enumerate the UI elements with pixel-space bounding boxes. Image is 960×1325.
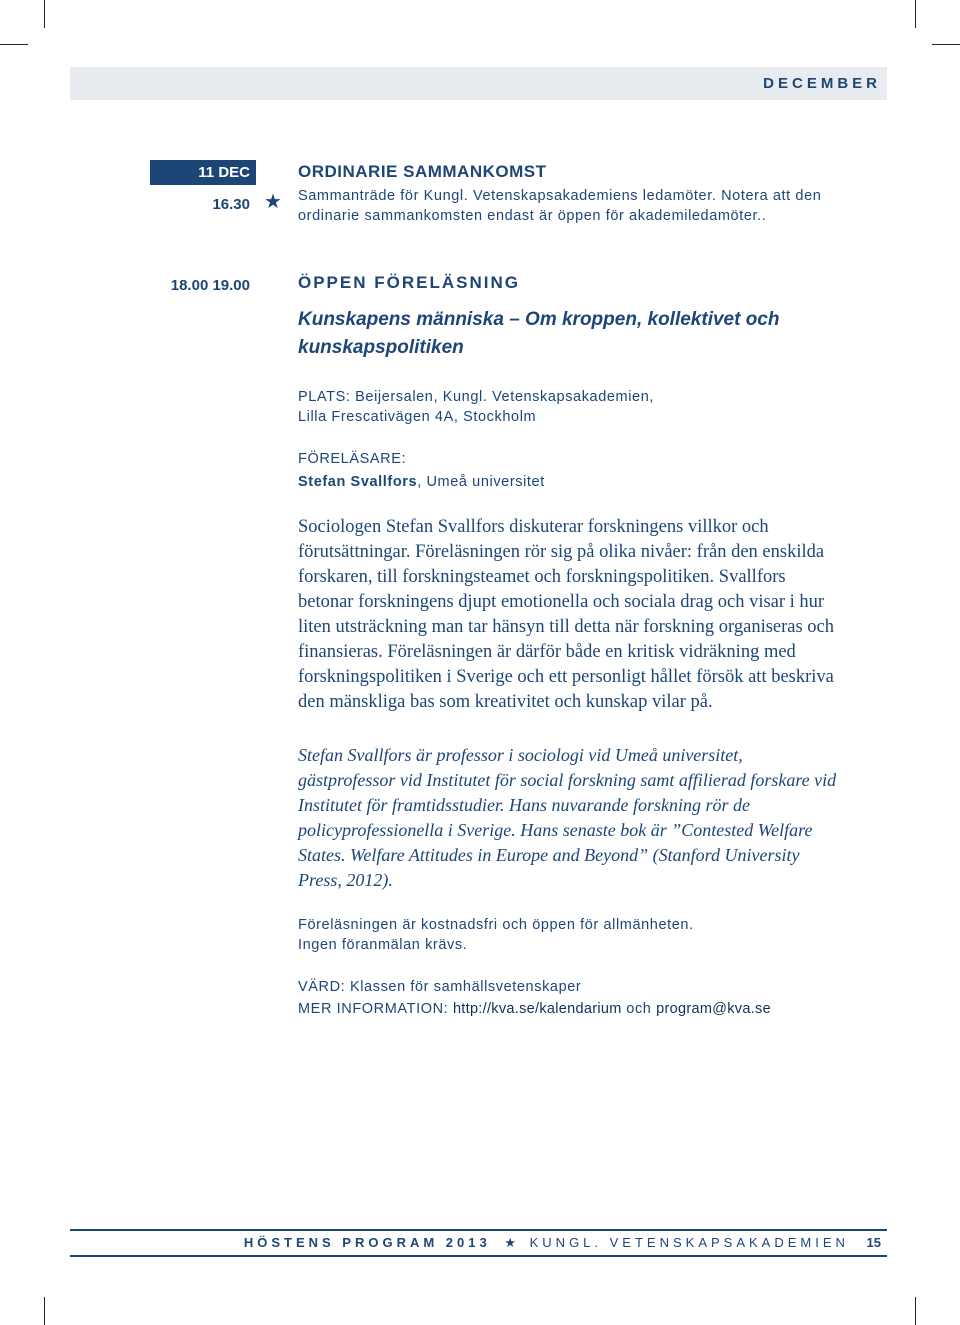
event-date-badge: 11 DEC [150, 160, 256, 185]
admission-line2: Ingen föranmälan krävs. [298, 937, 468, 953]
event-title: ÖPPEN FÖRELÄSNING [298, 273, 520, 292]
info-label: MER INFORMATION: [298, 1001, 449, 1017]
info-and: och [626, 1001, 652, 1017]
lecturer-bio: Stefan Svallfors är professor i sociologi vid Umeå universitet, gästprofessor vid Institutet för social forskning samt affilierad forskare vid Institutet för framtidsstudier. Hans nuvarande forskning rör de policyprofessionella i Sverige. Hans senaste bok är ”Contested Welfare States. Welfare Attitudes in Europe and Beyond” (Stanford University Press, 2012). [298, 745, 837, 890]
month-title: DECEMBER [763, 75, 881, 92]
star-icon: ★ [264, 191, 282, 213]
admission-info [298, 915, 838, 955]
host-label: VÄRD: [298, 979, 346, 995]
place-line1: Beijersalen, Kungl. Vetenskapsakademien, [355, 389, 655, 405]
footer-org: KUNGL. VETENSKAPSAKADEMIEN [529, 1235, 849, 1250]
page-footer [70, 1229, 887, 1257]
info-email-link[interactable]: program@kva.se [656, 1001, 771, 1017]
event-title: ORDINARIE SAMMANKOMST [298, 162, 547, 181]
info-url-link[interactable]: http://kva.se/kalendarium [452, 1001, 622, 1017]
crop-mark [932, 44, 960, 45]
lecturer-label: FÖRELÄSARE: [298, 451, 407, 467]
lecturer-name: Stefan Svallfors [298, 474, 418, 490]
event-description: Sammanträde för Kungl. Vetenskapsakademiens ledamöter. Notera att den ordinarie sammankomsten endast är öppen för akademiledamöter.. [298, 188, 822, 224]
lecture-place [298, 387, 838, 427]
place-label: PLATS: [298, 389, 351, 405]
footer-text [244, 1235, 881, 1251]
event-ordinarie [298, 162, 838, 226]
crop-mark [915, 1297, 916, 1325]
page-number: 15 [866, 1235, 881, 1250]
event-time: 18.00 19.00 [170, 277, 250, 294]
crop-mark [44, 1297, 45, 1325]
footer-star-icon: ★ [504, 1235, 516, 1250]
admission-line1: Föreläsningen är kostnadsfri och öppen för allmänheten. [298, 917, 694, 933]
lecture-body: Sociologen Stefan Svallfors diskuterar forskningens villkor och förutsättningar. Föreläsningen rör sig på olika nivåer: från den enskilda forskaren, till forskningsteamet och forskningspolitiken. Svallfors betonar forskningens djupt emotionella och sociala drag och visar i hur liten utsträckning man tar hänsyn till detta när forskning organiseras och finansieras. Föreläsningen är därför både en kritisk vidräkning med forskningspolitiken i Sverige och ett personligt hållet försök att beskriva den mänskliga bas som kreativitet och kunskap vilar på. [298, 517, 835, 712]
place-line2: Lilla Frescativägen 4A, Stockholm [298, 409, 537, 425]
crop-mark [44, 0, 45, 28]
lecture-subtitle: Kunskapens människa – Om kroppen, kollektivet och kunskapspolitiken [298, 309, 780, 358]
event-time: 16.30 [212, 196, 250, 213]
host-name: Klassen för samhällsvetenskaper [349, 979, 582, 995]
month-header-band [70, 67, 887, 100]
host-info [298, 977, 838, 1019]
lecturer-block [298, 449, 838, 492]
crop-mark [915, 0, 916, 28]
footer-program: HÖSTENS PROGRAM 2013 [243, 1235, 491, 1250]
event-lecture [298, 273, 838, 1019]
crop-mark [0, 44, 28, 45]
lecturer-affiliation: , Umeå universitet [417, 474, 545, 490]
